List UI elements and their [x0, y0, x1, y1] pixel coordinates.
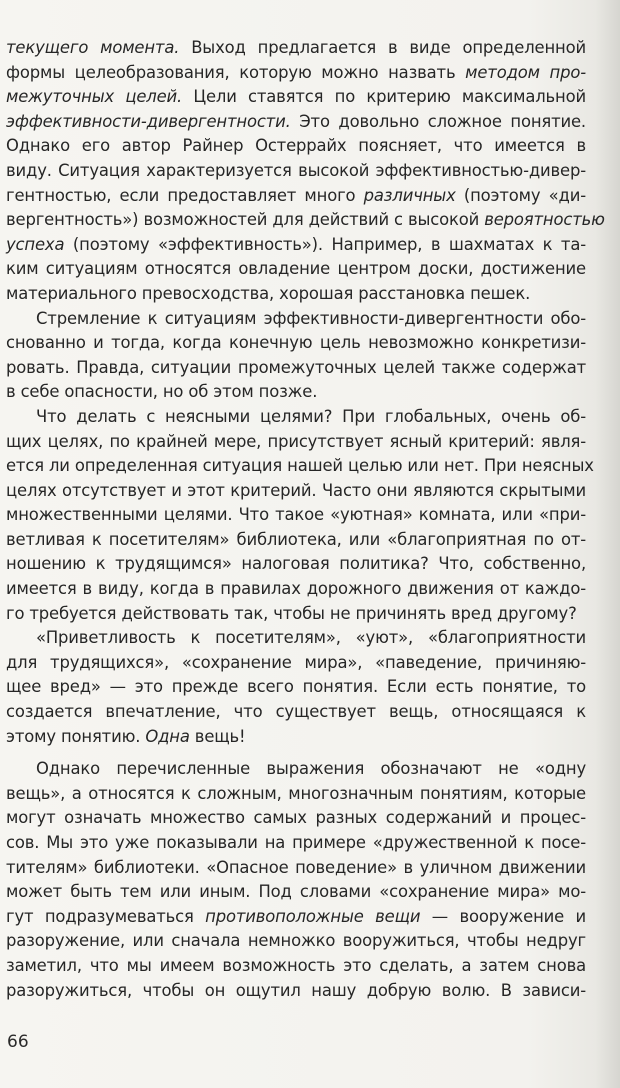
text-line [6, 356, 586, 381]
text-line [6, 782, 586, 807]
text-segment: разоружение, или сначала немножко вооружиться, чтобы недруг [6, 931, 586, 951]
text-line [6, 856, 586, 881]
text-line [6, 979, 586, 1004]
text-segment: — вооружение и [420, 906, 586, 926]
text-line [6, 954, 586, 979]
italic-text: методом про- [465, 62, 586, 82]
text-segment: вещь! [189, 726, 246, 746]
page-body-text [6, 36, 605, 1003]
text-segment: для трудящихся», «сохранение мира», «паведение, причиняю- [6, 652, 586, 672]
text-segment: Цели ставятся по критерию максимальной [182, 87, 586, 107]
italic-text: межуточных целей. [6, 87, 183, 107]
text-line [6, 700, 586, 725]
text-line [6, 110, 586, 135]
text-segment: может быть тем или иным. Под словами «сохранение мира» мо- [6, 882, 586, 902]
text-segment: ется ли определенная ситуация нашей целью или нет. При неясных [6, 456, 594, 476]
text-segment: Однако его автор Райнер Остеррайх поясняет, что имеется в [6, 136, 586, 156]
text-segment: сов. Мы это уже показывали на примере «дружественной к посе- [6, 833, 586, 852]
text-line [6, 405, 586, 430]
text-line [6, 380, 586, 405]
text-segment: Однако перечисленные выражения обозначают не «одну [36, 759, 586, 779]
text-segment: гентностью, если предоставляет много [6, 185, 364, 205]
text-segment: вещь», а относятся к сложным, многозначным понятиям, которые [6, 783, 586, 803]
text-line [6, 257, 586, 282]
text-line [6, 208, 605, 233]
italic-text: вероятностью [484, 210, 605, 230]
text-segment: щих целях, по крайней мере, присутствует ясный критерий: явля- [6, 431, 586, 451]
text-segment: ношению к трудящимся» налоговая политика? Что, собственно, [6, 554, 586, 574]
text-line [6, 36, 586, 61]
text-line [6, 307, 586, 332]
text-segment: материального превосходства, хорошая расстановка пешек. [6, 283, 531, 303]
text-line [6, 577, 586, 602]
text-segment: разоружиться, чтобы он ощутил нашу добрую волю. В зависи- [6, 980, 586, 1000]
text-line [6, 905, 586, 930]
text-line [6, 282, 586, 307]
italic-text: различных [363, 185, 456, 205]
italic-text: эффективности-дивергентности. [6, 111, 291, 131]
text-segment: (поэтому «эффективность»). Например, в шахматах к та- [64, 234, 586, 254]
text-line [6, 929, 586, 954]
text-line [6, 602, 586, 627]
italic-text: успеха [6, 234, 65, 254]
text-segment: создается впечатление, что существует вещь, относящаяся к [6, 702, 586, 722]
italic-text: противоположные вещи [205, 906, 421, 926]
text-line [6, 626, 586, 651]
text-line [6, 184, 586, 209]
italic-text: Одна [145, 726, 190, 746]
text-line [6, 134, 586, 159]
text-segment: имеется в виду, когда в правилах дорожного движения от каждо- [6, 579, 586, 599]
text-segment: Стремление к ситуациям эффективности-дивергентности обо- [36, 308, 586, 328]
page-number: 66 [7, 1032, 29, 1052]
text-segment: гут подразумеваться [6, 906, 206, 926]
text-line [6, 454, 594, 479]
text-line [6, 880, 586, 905]
text-segment: множественными целями. Что такое «уютная» комната, или «при- [6, 505, 586, 525]
text-segment: заметил, что мы имеем возможность это сделать, а затем снова [6, 955, 586, 975]
text-line [6, 159, 586, 184]
text-segment: могут означать множество самых разных содержаний и процес- [6, 808, 586, 828]
text-segment: Это довольно сложное понятие. [290, 111, 586, 131]
text-segment: (поэтому «ди- [455, 185, 586, 205]
text-segment: формы целеобразования, которую можно назвать [6, 62, 466, 82]
text-segment: ровать. Правда, ситуации промежуточных целей также содержат [6, 357, 586, 377]
text-line [6, 331, 586, 356]
text-line [6, 806, 586, 831]
text-line [6, 61, 586, 86]
text-segment: го требуется действовать так, чтобы не причинять вред другому? [6, 603, 577, 623]
text-segment: ким ситуациям относятся овладение центром доски, достижение [6, 259, 586, 279]
text-line [6, 651, 586, 676]
text-line [6, 528, 586, 553]
text-segment: снованно и тогда, когда конечную цель невозможно конкретизи- [6, 333, 586, 353]
text-segment: вергентность») возможностей для действий с высокой [6, 210, 485, 230]
text-line [6, 725, 586, 750]
text-line [6, 430, 586, 455]
text-line [6, 479, 586, 504]
text-line [6, 675, 586, 700]
text-line [6, 503, 586, 528]
text-line [6, 233, 586, 258]
text-segment: Выход предлагается в виде определенной [179, 38, 586, 57]
italic-text: текущего момента. [6, 38, 180, 57]
text-segment: виду. Ситуация характеризуется высокой эффективностью-дивер- [6, 160, 586, 180]
text-line [6, 552, 586, 577]
text-segment: в себе опасности, но об этом позже. [6, 382, 318, 402]
text-line [6, 757, 586, 782]
text-segment: щее вред» — это прежде всего понятия. Если есть понятие, то [6, 677, 586, 697]
text-line [6, 831, 586, 856]
text-segment: этому понятию. [6, 726, 146, 746]
text-segment: «Приветливость к посетителям», «уют», «благоприятности [36, 628, 586, 648]
text-segment: тителям» библиотеки. «Опасное поведение» в уличном движении [6, 857, 586, 877]
text-segment: целях отсутствует и этот критерий. Часто они являются скрытыми [6, 480, 586, 500]
text-segment: ветливая к посетителям» библиотека, или «благоприятная по от- [6, 529, 586, 549]
text-segment: Что делать с неясными целями? При глобальных, очень об- [36, 406, 586, 426]
text-line [6, 85, 586, 110]
